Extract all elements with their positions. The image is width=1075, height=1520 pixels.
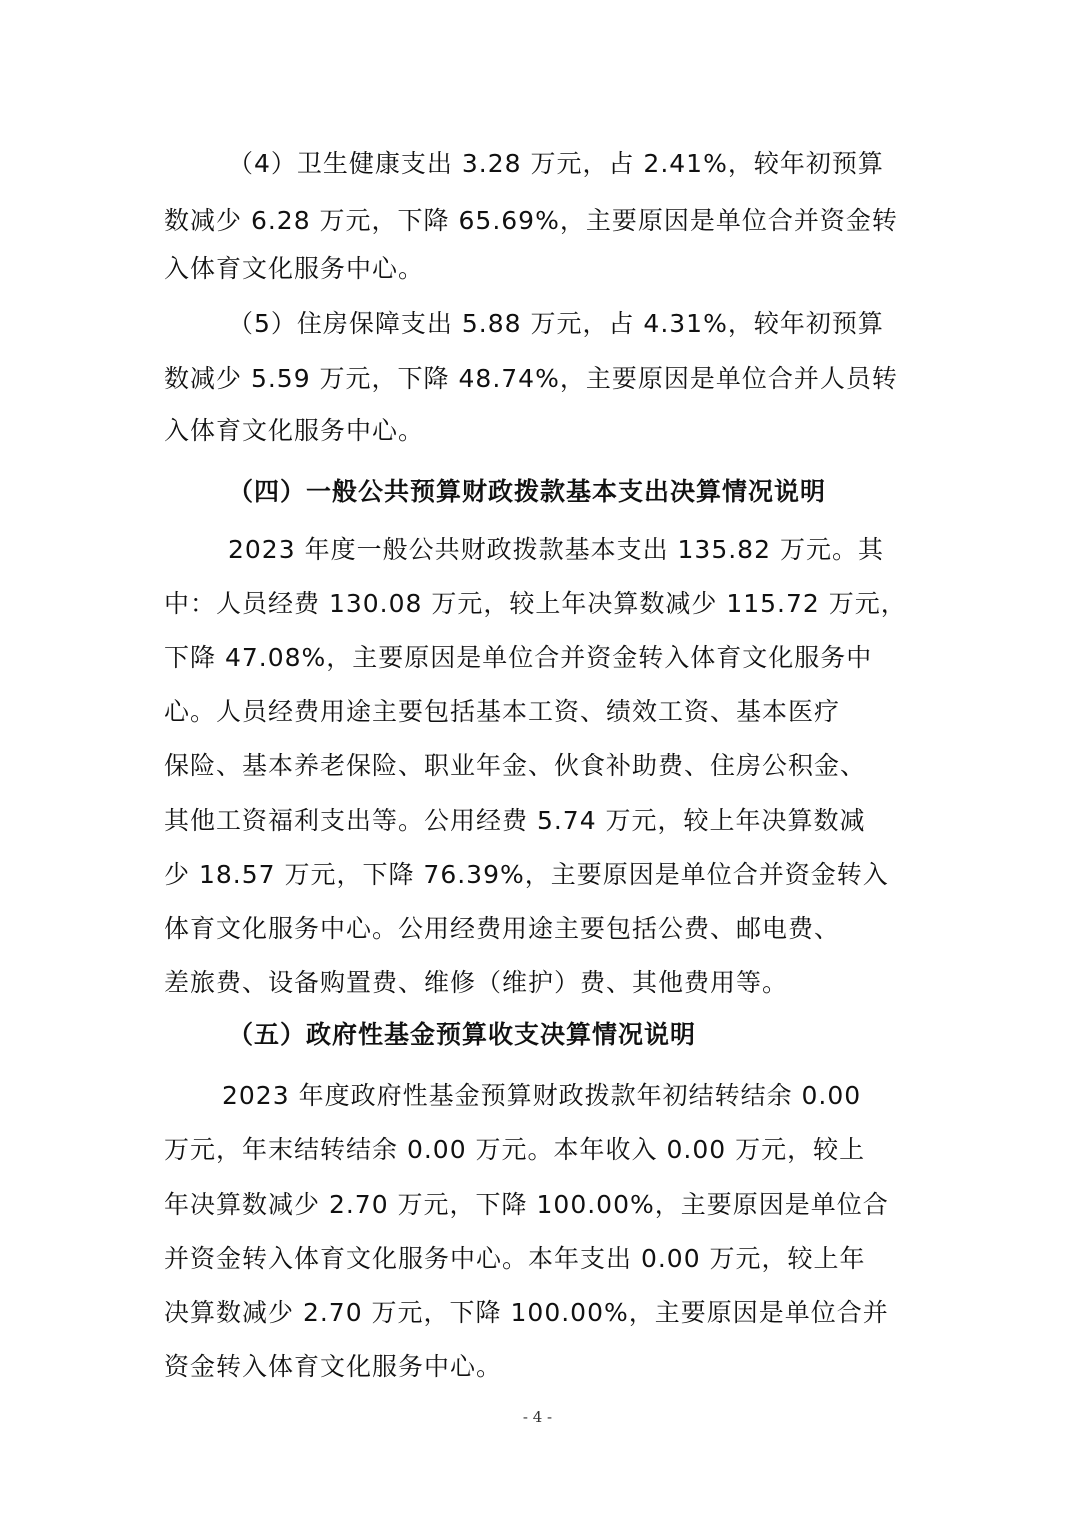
page-number: - 4 - [522, 1408, 553, 1426]
paragraph-line: 资金转入体育文化服务中心。 [164, 1352, 503, 1381]
paragraph-line: 保险、基本养老保险、职业年金、伙食补助费、住房公积金、 [164, 751, 867, 780]
paragraph-line: 下降 47.08%，主要原因是单位合并资金转入体育文化服务中 [164, 643, 873, 672]
section-heading: （四）一般公共预算财政拨款基本支出决算情况说明 [228, 477, 827, 506]
paragraph-line: 年决算数减少 2.70 万元，下降 100.00%，主要原因是单位合 [164, 1190, 889, 1219]
paragraph-line: 差旅费、设备购置费、维修（维护）费、其他费用等。 [164, 968, 789, 997]
paragraph-line: 2023 年度一般公共财政拨款基本支出 135.82 万元。其 [228, 535, 884, 564]
paragraph-line: 中：人员经费 130.08 万元，较上年决算数减少 115.72 万元， [164, 589, 907, 618]
paragraph-line: 万元，年末结转结余 0.00 万元。本年收入 0.00 万元，较上 [164, 1135, 866, 1164]
paragraph-line: 并资金转入体育文化服务中心。本年支出 0.00 万元，较上年 [164, 1244, 866, 1273]
paragraph-line: 入体育文化服务中心。 [164, 416, 425, 445]
paragraph-line: 决算数减少 2.70 万元，下降 100.00%，主要原因是单位合并 [164, 1298, 889, 1327]
paragraph-line: 入体育文化服务中心。 [164, 254, 425, 283]
paragraph-line: 心。人员经费用途主要包括基本工资、绩效工资、基本医疗 [164, 697, 841, 726]
paragraph-line: （5）住房保障支出 5.88 万元，占 4.31%，较年初预算 [228, 309, 884, 338]
section-heading: （五）政府性基金预算收支决算情况说明 [228, 1020, 697, 1049]
paragraph-line: 数减少 5.59 万元，下降 48.74%，主要原因是单位合并人员转 [164, 364, 898, 393]
paragraph-line: 数减少 6.28 万元，下降 65.69%，主要原因是单位合并资金转 [164, 206, 898, 235]
paragraph-line: （4）卫生健康支出 3.28 万元，占 2.41%，较年初预算 [228, 149, 884, 178]
paragraph-line: 其他工资福利支出等。公用经费 5.74 万元，较上年决算数减 [164, 806, 866, 835]
paragraph-line: 少 18.57 万元，下降 76.39%，主要原因是单位合并资金转入 [164, 860, 889, 889]
paragraph-line: 体育文化服务中心。公用经费用途主要包括公费、邮电费、 [164, 914, 841, 943]
paragraph-line: 2023 年度政府性基金预算财政拨款年初结转结余 0.00 [222, 1081, 862, 1110]
